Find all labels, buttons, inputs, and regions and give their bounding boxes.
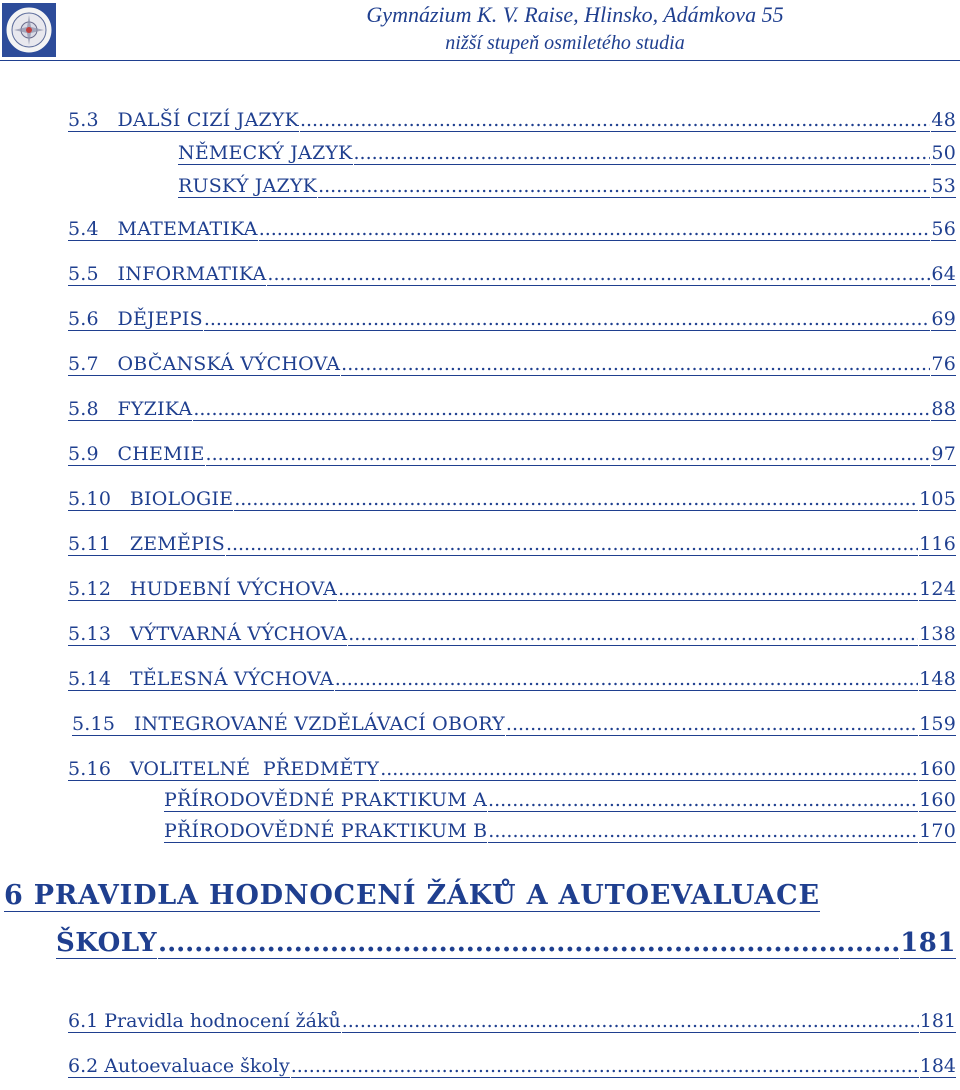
toc-leader bbox=[259, 218, 931, 241]
toc-leader bbox=[267, 263, 930, 286]
toc-entry-5-14[interactable] bbox=[68, 668, 956, 691]
toc-page-number: 184 bbox=[919, 1055, 956, 1077]
toc-entry-5-3[interactable] bbox=[68, 109, 956, 132]
toc-entry-rusky-jazyk[interactable] bbox=[178, 175, 956, 198]
header-subtitle: nižší stupeň osmiletého studia bbox=[445, 32, 685, 54]
toc-page-number: 159 bbox=[919, 713, 956, 735]
toc-leader bbox=[318, 175, 930, 198]
toc-page-number: 53 bbox=[931, 175, 956, 197]
header-school-name: Gymnázium K. V. Raise, Hlinsko, Adámkova 55 bbox=[366, 2, 784, 27]
toc-entry-label: 5.4 MATEMATIKA bbox=[68, 218, 258, 240]
toc-entry-label: ŠKOLY bbox=[56, 928, 158, 958]
toc-page-number: 170 bbox=[919, 820, 956, 842]
toc-entry-5-9[interactable] bbox=[68, 443, 956, 466]
toc-page-number: 148 bbox=[919, 668, 956, 690]
chapter-6-title-line1: 6 PRAVIDLA HODNOCENÍ ŽÁKŮ A AUTOEVALUACE bbox=[4, 880, 820, 911]
toc-leader bbox=[488, 820, 918, 843]
toc-leader bbox=[300, 109, 930, 132]
toc-leader bbox=[234, 488, 918, 511]
toc-entry-label: 5.14 TĚLESNÁ VÝCHOVA bbox=[68, 668, 334, 690]
toc-entry-praktikum-b[interactable] bbox=[164, 820, 956, 843]
toc-entry-label: NĚMECKÝ JAZYK bbox=[178, 142, 353, 164]
toc-page-number: 181 bbox=[919, 1010, 956, 1032]
toc-entry-label: 5.7 OBČANSKÁ VÝCHOVA bbox=[68, 353, 341, 375]
toc-entry-label: 5.10 BIOLOGIE bbox=[68, 488, 234, 510]
toc-page-number: 124 bbox=[919, 578, 956, 600]
toc-page-number: 48 bbox=[931, 109, 956, 131]
toc-entry-label: 5.3 DALŠÍ CIZÍ JAZYK bbox=[68, 109, 299, 131]
toc-page-number: 50 bbox=[931, 142, 956, 164]
toc-entry-5-12[interactable] bbox=[68, 578, 956, 601]
toc-leader bbox=[291, 1055, 919, 1078]
toc-entry-label: PŘÍRODOVĚDNÉ PRAKTIKUM B bbox=[164, 820, 488, 842]
toc-entry-5-5[interactable] bbox=[68, 263, 956, 286]
toc-entry-label: 6.2 Autoevaluace školy bbox=[68, 1055, 290, 1077]
toc-entry-5-11[interactable] bbox=[68, 533, 956, 556]
toc-entry-nemecky-jazyk[interactable] bbox=[178, 142, 956, 165]
toc-leader bbox=[204, 308, 931, 331]
toc-leader bbox=[506, 713, 918, 736]
toc-page-number: 64 bbox=[931, 263, 956, 285]
toc-page-number: 97 bbox=[931, 443, 956, 465]
toc-page-number: 181 bbox=[900, 928, 956, 958]
toc-leader bbox=[226, 533, 918, 556]
toc-entry-label: 5.11 ZEMĚPIS bbox=[68, 533, 225, 555]
toc-entry-label: 5.5 INFORMATIKA bbox=[68, 263, 267, 285]
toc-leader bbox=[206, 443, 931, 466]
toc-leader bbox=[335, 668, 918, 691]
toc-entry-label: 5.6 DĚJEPIS bbox=[68, 308, 203, 330]
toc-page-number: 116 bbox=[919, 533, 956, 555]
toc-entry-label: 5.9 CHEMIE bbox=[68, 443, 205, 465]
toc-page-number: 138 bbox=[919, 623, 956, 645]
toc-leader bbox=[354, 142, 931, 165]
toc-page-number: 56 bbox=[931, 218, 956, 240]
chapter-6-title[interactable] bbox=[4, 880, 884, 911]
toc-page-number: 105 bbox=[919, 488, 956, 510]
toc-leader bbox=[342, 1010, 919, 1033]
toc-entry-chapter-6[interactable] bbox=[56, 928, 956, 959]
toc-entry-5-8[interactable] bbox=[68, 398, 956, 421]
header-divider bbox=[0, 60, 960, 61]
school-crest-icon bbox=[2, 3, 56, 57]
toc-entry-5-4[interactable] bbox=[68, 218, 956, 241]
toc-page-number: 160 bbox=[919, 758, 956, 780]
toc-leader bbox=[341, 353, 930, 376]
page-header bbox=[60, 0, 960, 60]
toc-entry-praktikum-a[interactable] bbox=[164, 789, 956, 812]
toc-page-number: 76 bbox=[931, 353, 956, 375]
toc-entry-6-1[interactable] bbox=[68, 1010, 956, 1033]
toc-leader bbox=[158, 928, 899, 959]
toc-leader bbox=[380, 758, 918, 781]
toc-entry-label: 5.15 INTEGROVANÉ VZDĚLÁVACÍ OBORY bbox=[72, 713, 505, 735]
toc-entry-5-7[interactable] bbox=[68, 353, 956, 376]
toc-entry-5-15[interactable] bbox=[72, 713, 956, 736]
toc-entry-label: 5.13 VÝTVARNÁ VÝCHOVA bbox=[68, 623, 348, 645]
toc-leader bbox=[193, 398, 930, 421]
toc-entry-5-16[interactable] bbox=[68, 758, 956, 781]
toc-entry-label: 5.8 FYZIKA bbox=[68, 398, 193, 420]
toc-entry-label: RUSKÝ JAZYK bbox=[178, 175, 318, 197]
school-logo bbox=[2, 3, 56, 57]
toc-page-number: 160 bbox=[919, 789, 956, 811]
toc-leader bbox=[338, 578, 918, 601]
toc-page-number: 69 bbox=[931, 308, 956, 330]
toc-entry-label: 5.12 HUDEBNÍ VÝCHOVA bbox=[68, 578, 338, 600]
toc-entry-5-13[interactable] bbox=[68, 623, 956, 646]
toc-entry-6-2[interactable] bbox=[68, 1055, 956, 1078]
toc-entry-5-10[interactable] bbox=[68, 488, 956, 511]
toc-entry-label: 6.1 Pravidla hodnocení žáků bbox=[68, 1010, 341, 1032]
toc-entry-label: PŘÍRODOVĚDNÉ PRAKTIKUM A bbox=[164, 789, 488, 811]
toc-entry-5-6[interactable] bbox=[68, 308, 956, 331]
toc-entry-label: 5.16 VOLITELNÉ PŘEDMĚTY bbox=[68, 758, 380, 780]
toc-page-number: 88 bbox=[931, 398, 956, 420]
toc-leader bbox=[348, 623, 918, 646]
toc-leader bbox=[488, 789, 918, 812]
